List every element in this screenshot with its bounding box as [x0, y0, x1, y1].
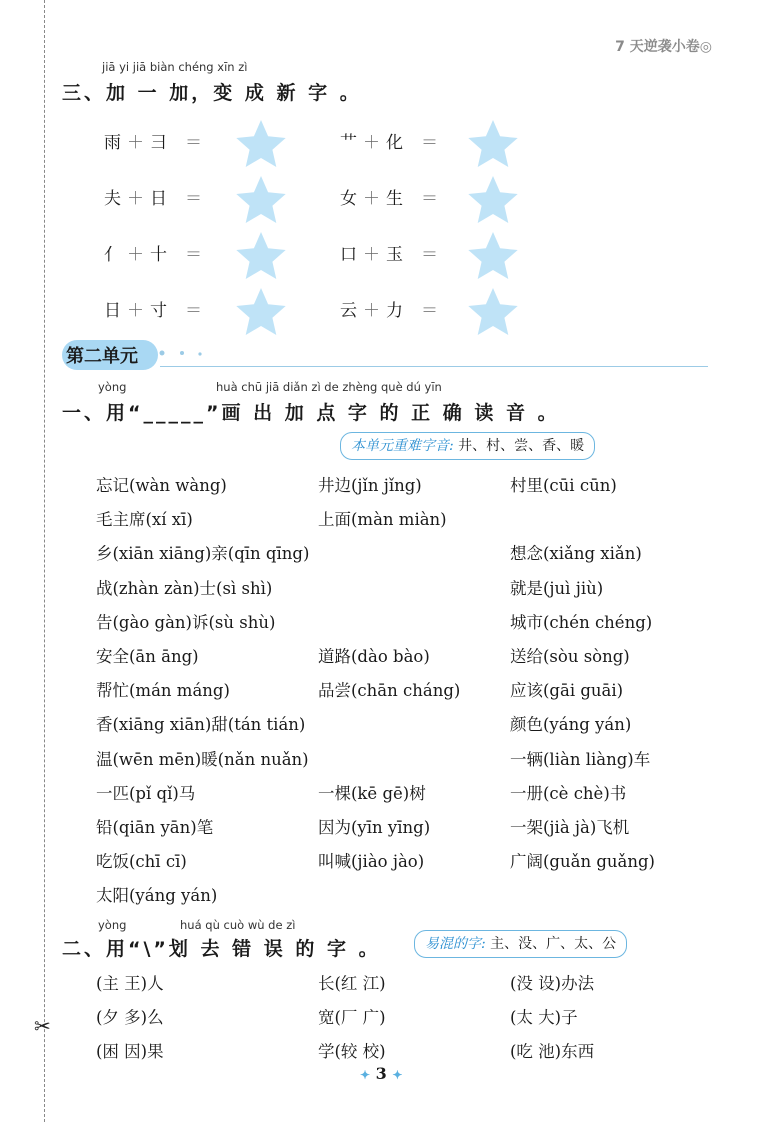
- pinyin-choice-item[interactable]: 广阔(guǎn guǎng): [510, 852, 655, 872]
- star-answer-box[interactable]: [234, 286, 288, 340]
- q1-title: 一、用“_____”画 出 加 点 字 的 正 确 读 音 。: [62, 402, 560, 424]
- pinyin-choice-item[interactable]: 战(zhàn zàn)士(sì shì): [96, 578, 273, 598]
- pinyin-choice-item[interactable]: 帮忙(mán máng): [96, 681, 230, 701]
- equation-left: [104, 296, 208, 321]
- page-number: 3: [375, 1064, 387, 1083]
- char-choice-item[interactable]: (困 因)果: [96, 1042, 164, 1061]
- equation-part: 夫: [104, 189, 121, 209]
- pinyin-choice-item[interactable]: 一棵(kē gē)树: [318, 783, 426, 803]
- brand-label: 7 天逆袭小卷◎: [615, 39, 712, 55]
- equation-part: 化: [386, 133, 403, 153]
- equation-part: 女: [340, 189, 357, 209]
- plus-sign: ＋: [127, 133, 144, 153]
- equals-sign: ＝: [185, 189, 202, 209]
- equation-part: 寸: [150, 301, 167, 321]
- pinyin-choice-item[interactable]: 城市(chén chéng): [510, 612, 653, 632]
- plus-sign: ＋: [127, 245, 144, 265]
- equation-part: 玉: [386, 245, 403, 265]
- star-answer-box[interactable]: [234, 230, 288, 284]
- char-choice-item[interactable]: (太 大)子: [510, 1008, 578, 1027]
- pinyin-choice-item[interactable]: 颜色(yáng yán): [510, 715, 632, 735]
- pinyin-choice-item[interactable]: 叫喊(jiào jào): [318, 852, 425, 872]
- pinyin-choice-item[interactable]: 送给(sòu sòng): [510, 647, 630, 666]
- plus-sign: ＋: [363, 133, 380, 153]
- char-choice-item[interactable]: (主 王)人: [96, 974, 164, 993]
- star-answer-box[interactable]: [234, 174, 288, 228]
- pinyin-choice-item[interactable]: 一架(jià jà)飞机: [510, 818, 630, 837]
- pinyin-choice-item[interactable]: 一辆(liàn liàng)车: [510, 749, 651, 769]
- equation-part: 彐: [150, 133, 167, 153]
- star-answer-box[interactable]: [466, 286, 520, 340]
- pinyin-choice-item[interactable]: 温(wēn mēn)暖(nǎn nuǎn): [96, 749, 309, 769]
- equation-part: 云: [340, 301, 357, 321]
- section3-title: 三、加 一 加，变 成 新 字 。: [62, 82, 362, 104]
- pinyin-choice-item[interactable]: 因为(yīn yīng): [318, 818, 431, 837]
- equation-right: [340, 184, 444, 209]
- q1-tip-box: [340, 432, 595, 460]
- equation-left: [104, 128, 208, 153]
- pinyin-choice-item[interactable]: 一册(cè chè)书: [510, 783, 627, 803]
- char-choice-item[interactable]: 宽(厂 广): [318, 1008, 386, 1027]
- page-deco-left-icon: ✦: [360, 1068, 371, 1082]
- equation-part: 力: [386, 301, 403, 321]
- star-answer-box[interactable]: [466, 118, 520, 172]
- page-number-area: [360, 1064, 402, 1083]
- q1-pinyin-right: huà chū jiā diǎn zì de zhèng què dú yīn: [216, 380, 442, 394]
- scissors-icon: ✂: [34, 1014, 51, 1038]
- pinyin-choice-item[interactable]: 就是(juì jiù): [510, 578, 604, 598]
- pinyin-choice-item[interactable]: 吃饭(chī cī): [96, 852, 187, 872]
- equals-sign: ＝: [421, 301, 438, 321]
- equation-part: 亻: [104, 245, 121, 265]
- pinyin-choice-item[interactable]: 村里(cūi cūn): [510, 476, 617, 495]
- pinyin-choice-item[interactable]: 一匹(pǐ qǐ)马: [96, 783, 196, 803]
- equals-sign: ＝: [185, 245, 202, 265]
- pinyin-choice-item[interactable]: 想念(xiǎng xiǎn): [510, 544, 642, 564]
- equation-part: 日: [150, 189, 167, 209]
- equation-part: 雨: [104, 133, 121, 153]
- equation-left: [104, 184, 208, 209]
- q2-title: 二、用“\”划 去 错 误 的 字 。: [62, 938, 381, 960]
- pinyin-choice-item[interactable]: 香(xiāng xiān)甜(tán tián): [96, 715, 306, 735]
- pinyin-choice-item[interactable]: 应该(gāi guāi): [510, 681, 624, 701]
- pinyin-choice-item[interactable]: 道路(dào bào): [318, 647, 430, 666]
- equation-left: [104, 240, 208, 265]
- equation-right: [340, 128, 444, 153]
- plus-sign: ＋: [127, 189, 144, 209]
- plus-sign: ＋: [363, 189, 380, 209]
- pinyin-choice-item[interactable]: 铅(qiān yān)笔: [96, 818, 214, 837]
- equation-right: [340, 240, 444, 265]
- equals-sign: ＝: [421, 189, 438, 209]
- star-answer-box[interactable]: [234, 118, 288, 172]
- unit-title: 第二单元: [66, 346, 138, 367]
- q1-pinyin-left: yòng: [98, 380, 127, 394]
- equals-sign: ＝: [421, 245, 438, 265]
- pinyin-choice-item[interactable]: 井边(jǐn jǐng): [318, 476, 422, 495]
- equation-part: 日: [104, 301, 121, 321]
- unit-divider: [160, 366, 708, 367]
- q2-tip-text: 主、没、广、太、公: [485, 936, 617, 952]
- equation-part: 艹: [340, 133, 357, 153]
- plus-sign: ＋: [127, 301, 144, 321]
- equals-sign: ＝: [185, 301, 202, 321]
- equation-part: 口: [340, 245, 357, 265]
- pinyin-choice-item[interactable]: 忘记(wàn wàng): [96, 476, 227, 495]
- unit-dots-icon: [156, 346, 216, 360]
- pinyin-choice-item[interactable]: 太阳(yáng yán): [96, 886, 218, 906]
- q2-tip-box: [414, 930, 627, 958]
- equals-sign: ＝: [185, 133, 202, 153]
- char-choice-item[interactable]: (夕 多)么: [96, 1008, 164, 1027]
- pinyin-choice-item[interactable]: 上面(màn miàn): [318, 510, 447, 530]
- q1-tip-text: 井、村、尝、香、暖: [453, 438, 585, 454]
- section3-pinyin: jiā yi jiā biàn chéng xīn zì: [102, 60, 248, 74]
- equals-sign: ＝: [421, 133, 438, 153]
- cut-line: [44, 0, 45, 1122]
- q2-pinyin-left: yòng: [98, 918, 127, 932]
- star-answer-box[interactable]: [466, 230, 520, 284]
- equation-right: [340, 296, 444, 321]
- char-choice-item[interactable]: 学(较 校): [318, 1042, 386, 1061]
- pinyin-choice-item[interactable]: 品尝(chān cháng): [318, 681, 461, 701]
- char-choice-item[interactable]: (吃 池)东西: [510, 1042, 595, 1061]
- pinyin-choice-item[interactable]: 安全(ān āng): [96, 647, 199, 666]
- plus-sign: ＋: [363, 245, 380, 265]
- plus-sign: ＋: [363, 301, 380, 321]
- q2-pinyin-right: huá qù cuò wù de zì: [180, 918, 296, 932]
- star-answer-box[interactable]: [466, 174, 520, 228]
- equation-part: 生: [386, 189, 403, 209]
- char-choice-item[interactable]: 长(红 江): [318, 974, 386, 993]
- pinyin-choice-item[interactable]: 乡(xiān xiāng)亲(qīn qīng): [96, 544, 310, 564]
- page-deco-right-icon: ✦: [392, 1068, 403, 1082]
- q2-tip-label: 易混的字:: [425, 936, 486, 952]
- pinyin-choice-item[interactable]: 毛主席(xí xī): [96, 510, 193, 530]
- equation-part: 十: [150, 245, 167, 265]
- q1-tip-label: 本单元重难字音:: [351, 438, 454, 454]
- char-choice-item[interactable]: (没 设)办法: [510, 974, 595, 993]
- pinyin-choice-item[interactable]: 告(gào gàn)诉(sù shù): [96, 612, 276, 632]
